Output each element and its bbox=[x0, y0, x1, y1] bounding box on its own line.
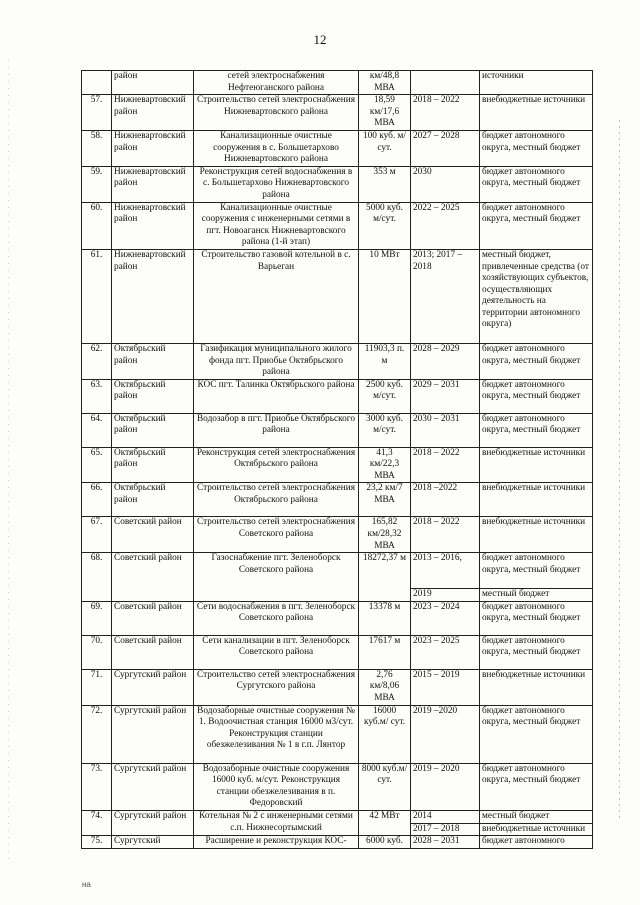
object-cell: Газоснабжение пгт. Зеленоборск Советского района bbox=[194, 553, 359, 602]
object-cell: КОС пгт. Талинка Октябрьского района bbox=[194, 379, 359, 413]
period-cell: 2018 – 2022 bbox=[411, 95, 480, 131]
infrastructure-objects-table bbox=[81, 70, 593, 849]
row-number: 67. bbox=[82, 517, 112, 553]
capacity-cell: 6000 куб. bbox=[359, 836, 411, 849]
capacity-cell: 41,3 км/22,3 МВА bbox=[359, 447, 411, 483]
object-cell: Газификация муниципального жилого фонда пгт. Приобье Октябрьского района bbox=[194, 343, 359, 379]
funding-source-cell: бюджет автономного округа, местный бюджет bbox=[480, 763, 593, 810]
district-cell: Октябрьский район bbox=[112, 413, 194, 447]
funding-source-cell: внебюджетные источники bbox=[480, 483, 593, 517]
period-cell: 2013 – 2016, bbox=[411, 553, 480, 589]
table-row bbox=[82, 553, 593, 589]
funding-source-cell: внебюджетные источники bbox=[480, 95, 593, 131]
object-cell: Строительство сетей электроснабжения Советского района bbox=[194, 517, 359, 553]
funding-source-cell: внебюджетные источники bbox=[480, 669, 593, 705]
row-number: 66. bbox=[82, 483, 112, 517]
table-row bbox=[82, 202, 593, 249]
district-cell: Советский район bbox=[112, 601, 194, 635]
period-cell: 2014 bbox=[411, 811, 480, 824]
district-cell: Октябрьский район bbox=[112, 483, 194, 517]
row-number: 70. bbox=[82, 635, 112, 669]
object-cell: Сети канализации в пгт. Зеленоборск Советского района bbox=[194, 635, 359, 669]
funding-source-cell: бюджет автономного округа, местный бюджет bbox=[480, 130, 593, 166]
object-cell: Котельная № 2 с инженерными сетями с.п. Нижнесортымский bbox=[194, 811, 359, 836]
table-row bbox=[82, 836, 593, 849]
funding-source-cell: источники bbox=[480, 71, 593, 95]
period-cell: 2019 bbox=[411, 589, 480, 602]
row-number: 57. bbox=[82, 95, 112, 131]
funding-source-cell: бюджет автономного округа, местный бюджет bbox=[480, 379, 593, 413]
period-cell: 2019 – 2020 bbox=[411, 763, 480, 810]
funding-source-cell: бюджет автономного округа, местный бюджет bbox=[480, 202, 593, 249]
capacity-cell: 2500 куб. м/сут. bbox=[359, 379, 411, 413]
object-cell: Расширение и реконструкция КОС- bbox=[194, 836, 359, 849]
district-cell: Сургутский bbox=[112, 836, 194, 849]
row-number: 64. bbox=[82, 413, 112, 447]
capacity-cell: 353 м bbox=[359, 166, 411, 202]
capacity-cell: 18,59 км/17,6 МВА bbox=[359, 95, 411, 131]
funding-source-cell: внебюджетные источники bbox=[480, 823, 593, 836]
period-cell: 2015 – 2019 bbox=[411, 669, 480, 705]
capacity-cell: 42 МВт bbox=[359, 811, 411, 836]
object-cell: Строительство сетей электроснабжения Октябрьского района bbox=[194, 483, 359, 517]
object-cell: Строительство сетей электроснабжения Нижневартовского района bbox=[194, 95, 359, 131]
row-number: 69. bbox=[82, 601, 112, 635]
capacity-cell: 11903,3 п. м bbox=[359, 343, 411, 379]
district-cell: Нижневартовский район bbox=[112, 166, 194, 202]
district-cell: Советский район bbox=[112, 553, 194, 602]
funding-source-cell: бюджет автономного округа, местный бюджет bbox=[480, 343, 593, 379]
capacity-cell: 17617 м bbox=[359, 635, 411, 669]
district-cell: Советский район bbox=[112, 635, 194, 669]
period-cell: 2018 –2022 bbox=[411, 483, 480, 517]
district-cell: Советский район bbox=[112, 517, 194, 553]
table-row bbox=[82, 517, 593, 553]
row-number: 59. bbox=[82, 166, 112, 202]
table-row bbox=[82, 413, 593, 447]
district-cell: Нижневартовский район bbox=[112, 202, 194, 249]
row-number: 71. bbox=[82, 669, 112, 705]
period-cell: 2029 – 2031 bbox=[411, 379, 480, 413]
table-row bbox=[82, 601, 593, 635]
table-row bbox=[82, 249, 593, 343]
object-cell: Строительство газовой котельной в с. Варьеган bbox=[194, 249, 359, 343]
period-cell: 2018 – 2022 bbox=[411, 517, 480, 553]
capacity-cell: 16000 куб.м/ сут. bbox=[359, 705, 411, 763]
district-cell: Октябрьский район bbox=[112, 343, 194, 379]
capacity-cell: 165,82 км/28,32 МВА bbox=[359, 517, 411, 553]
row-number: 74. bbox=[82, 811, 112, 836]
table-row bbox=[82, 811, 593, 824]
table-row bbox=[82, 483, 593, 517]
capacity-cell: 5000 куб. м/сут. bbox=[359, 202, 411, 249]
funding-source-cell: бюджет автономного округа, местный бюджет bbox=[480, 413, 593, 447]
row-number: 58. bbox=[82, 130, 112, 166]
funding-source-cell: бюджет автономного округа, местный бюджет bbox=[480, 166, 593, 202]
capacity-cell: 2,76 км/8,06 МВА bbox=[359, 669, 411, 705]
table-row bbox=[82, 705, 593, 763]
capacity-cell: 3000 куб. м/сут. bbox=[359, 413, 411, 447]
capacity-cell: 10 МВт bbox=[359, 249, 411, 343]
object-cell: Реконструкция сетей водоснабжения в с. Большетархово Нижневартовского района bbox=[194, 166, 359, 202]
object-cell: Канализационные очистные сооружения с инженерными сетями в пгт. Новоаганск Нижневартовского района (1-й этап) bbox=[194, 202, 359, 249]
table-row bbox=[82, 763, 593, 810]
table-row bbox=[82, 379, 593, 413]
funding-source-cell: бюджет автономного округа, местный бюджет bbox=[480, 635, 593, 669]
district-cell: Октябрьский район bbox=[112, 379, 194, 413]
capacity-cell: км/48,8 МВА bbox=[359, 71, 411, 95]
row-number: 68. bbox=[82, 553, 112, 602]
table-row bbox=[82, 669, 593, 705]
table-row bbox=[82, 95, 593, 131]
period-cell: 2027 – 2028 bbox=[411, 130, 480, 166]
district-cell: Нижневартовский район bbox=[112, 95, 194, 131]
funding-source-cell: местный бюджет, привлеченные средства (от хозяйствующих субъектов, осуществляющих деятельность на территории автономного округа) bbox=[480, 249, 593, 343]
funding-source-cell: бюджет автономного округа, местный бюджет bbox=[480, 601, 593, 635]
period-cell bbox=[411, 71, 480, 95]
capacity-cell: 13378 м bbox=[359, 601, 411, 635]
row-number: 62. bbox=[82, 343, 112, 379]
period-cell: 2013; 2017 –2018 bbox=[411, 249, 480, 343]
period-cell: 2030 bbox=[411, 166, 480, 202]
object-cell: Строительство сетей электроснабжения Сургутского района bbox=[194, 669, 359, 705]
period-cell: 2017 – 2018 bbox=[411, 823, 480, 836]
funding-source-cell: местный бюджет bbox=[480, 811, 593, 824]
object-cell: Водозаборные очистные сооружения 16000 куб. м/сут. Реконструкция станции обезжелезивания в п. Федоровский bbox=[194, 763, 359, 810]
period-cell: 2023 – 2025 bbox=[411, 635, 480, 669]
right-edge-scan-dots bbox=[619, 120, 620, 820]
funding-source-cell: внебюджетные источники bbox=[480, 447, 593, 483]
table-row bbox=[82, 343, 593, 379]
district-cell: Октябрьский район bbox=[112, 447, 194, 483]
object-cell: Водозаборные очистные сооружения № 1. Водоочистная станция 16000 м3/сут. Реконструкция станции обезжелезивания № 1 в г.п. Лянтор bbox=[194, 705, 359, 763]
capacity-cell: 18272,37 м bbox=[359, 553, 411, 602]
object-cell: Канализационные очистные сооружения в с. Большетархово Нижневартовского района bbox=[194, 130, 359, 166]
row-number: 73. bbox=[82, 763, 112, 810]
object-cell: Сети водоснабжения в пгт. Зеленоборск Советского района bbox=[194, 601, 359, 635]
row-number: 60. bbox=[82, 202, 112, 249]
funding-source-cell: бюджет автономного округа, местный бюджет bbox=[480, 705, 593, 763]
row-number: 61. bbox=[82, 249, 112, 343]
left-edge-scan-dots bbox=[8, 60, 9, 860]
page-number: 12 bbox=[313, 32, 327, 47]
period-cell: 2019 –2020 bbox=[411, 705, 480, 763]
capacity-cell: 23,2 км/7 МВА bbox=[359, 483, 411, 517]
object-cell: сетей электроснабжения Нефтеюганского района bbox=[194, 71, 359, 95]
district-cell: Нижневартовский район bbox=[112, 130, 194, 166]
row-number: 72. bbox=[82, 705, 112, 763]
table-row bbox=[82, 71, 593, 95]
period-cell: 2022 – 2025 bbox=[411, 202, 480, 249]
capacity-cell: 8000 куб.м/ сут. bbox=[359, 763, 411, 810]
funding-source-cell: бюджет автономного округа, местный бюджет bbox=[480, 553, 593, 589]
district-cell: Нижневартовский район bbox=[112, 249, 194, 343]
district-cell: Сургутский район bbox=[112, 811, 194, 836]
row-number: 75. bbox=[82, 836, 112, 849]
district-cell: Сургутский район bbox=[112, 705, 194, 763]
table-row bbox=[82, 447, 593, 483]
period-cell: 2018 – 2022 bbox=[411, 447, 480, 483]
funding-source-cell: бюджет автономного bbox=[480, 836, 593, 849]
district-cell: Сургутский район bbox=[112, 763, 194, 810]
period-cell: 2028 – 2031 bbox=[411, 836, 480, 849]
period-cell: 2028 – 2029 bbox=[411, 343, 480, 379]
object-cell: Водозабор в пгт. Приобье Октябрьского района bbox=[194, 413, 359, 447]
funding-source-cell: внебюджетные источники bbox=[480, 517, 593, 553]
funding-source-cell: местный бюджет bbox=[480, 589, 593, 602]
period-cell: 2030 – 2031 bbox=[411, 413, 480, 447]
footer-mark: на bbox=[82, 880, 91, 889]
row-number: 63. bbox=[82, 379, 112, 413]
object-cell: Реконструкция сетей электроснабжения Октябрьского района bbox=[194, 447, 359, 483]
period-cell: 2023 – 2024 bbox=[411, 601, 480, 635]
row-number: 65. bbox=[82, 447, 112, 483]
district-cell: район bbox=[112, 71, 194, 95]
district-cell: Сургутский район bbox=[112, 669, 194, 705]
table-row bbox=[82, 166, 593, 202]
table-row bbox=[82, 635, 593, 669]
capacity-cell: 100 куб. м/сут. bbox=[359, 130, 411, 166]
table-row bbox=[82, 130, 593, 166]
row-number bbox=[82, 71, 112, 95]
